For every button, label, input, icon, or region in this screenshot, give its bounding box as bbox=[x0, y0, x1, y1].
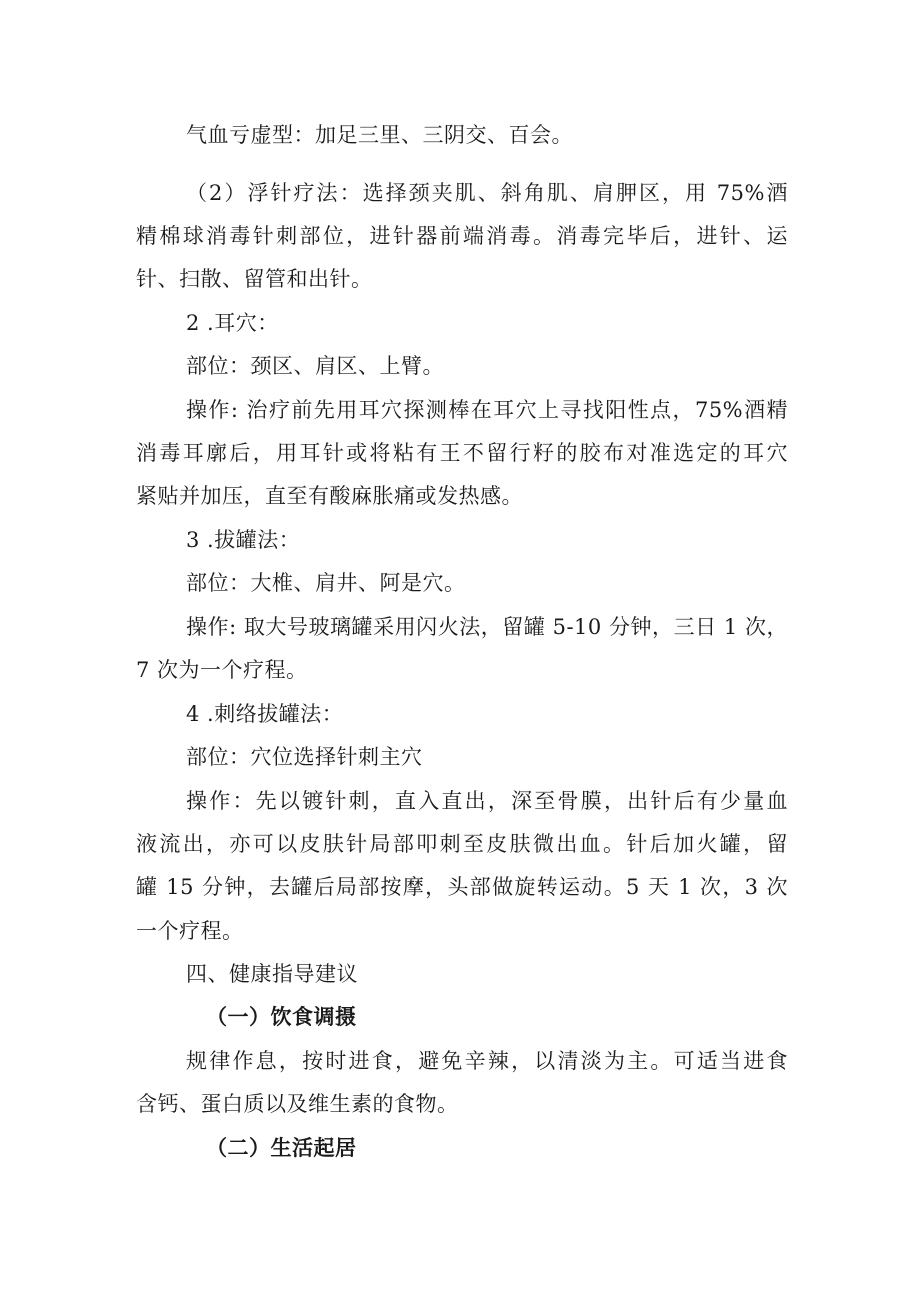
subsection-heading: （二）生活起居 bbox=[206, 1135, 357, 1160]
paragraph-line: 部位：颈区、肩区、上臂。 bbox=[186, 354, 444, 378]
paragraph-line: 操作: 治疗前先用耳穴探测棒在耳穴上寻找阳性点，75%酒精 bbox=[186, 398, 788, 422]
subsection-heading: （一）饮食调摄 bbox=[206, 1004, 357, 1029]
paragraph-line: 精棉球消毒针刺部位，进针器前端消毒。消毒完毕后，进针、运 bbox=[136, 224, 788, 248]
paragraph-line: 一个疗程。 bbox=[136, 919, 244, 943]
paragraph-line: 操作：先以镀针刺，直入直出，深至骨膜，出针后有少量血 bbox=[186, 789, 788, 813]
section-heading: 4 .刺络拔罐法： bbox=[186, 702, 344, 726]
paragraph-line: 液流出，亦可以皮肤针局部叩刺至皮肤微出血。针后加火罐，留 bbox=[136, 832, 788, 856]
paragraph-line: 规律作息，按时进食，避免辛辣，以清淡为主。可适当进食 bbox=[186, 1049, 788, 1073]
paragraph-line: 7 次为一个疗程。 bbox=[136, 658, 308, 682]
paragraph-line: 紧贴并加压，直至有酸麻胀痛或发热感。 bbox=[136, 484, 523, 508]
section-heading: 四、健康指导建议 bbox=[186, 962, 358, 986]
paragraph-line: （2）浮针疗法：选择颈夹肌、斜角肌、肩胛区，用 75%酒 bbox=[186, 181, 788, 205]
paragraph-line: 气血亏虚型：加足三里、三阴交、百会。 bbox=[186, 123, 573, 147]
paragraph-line: 罐 15 分钟，去罐后局部按摩，头部做旋转运动。5 天 1 次，3 次 bbox=[136, 875, 788, 899]
paragraph-line: 部位：大椎、肩井、阿是穴。 bbox=[186, 571, 466, 595]
paragraph-line: 操作: 取大号玻璃罐采用闪火法，留罐 5-10 分钟，三日 1 次， bbox=[186, 615, 788, 639]
section-heading: 2 .耳穴： bbox=[186, 311, 279, 335]
paragraph-line: 部位：穴位选择针刺主穴 bbox=[186, 745, 423, 769]
section-heading: 3 .拔罐法： bbox=[186, 528, 301, 552]
paragraph-line: 含钙、蛋白质以及维生素的食物。 bbox=[136, 1092, 459, 1116]
paragraph-line: 针、扫散、留管和出针。 bbox=[136, 267, 373, 291]
paragraph-line: 消毒耳廓后，用耳针或将粘有王不留行籽的胶布对准选定的耳穴 bbox=[136, 441, 788, 465]
